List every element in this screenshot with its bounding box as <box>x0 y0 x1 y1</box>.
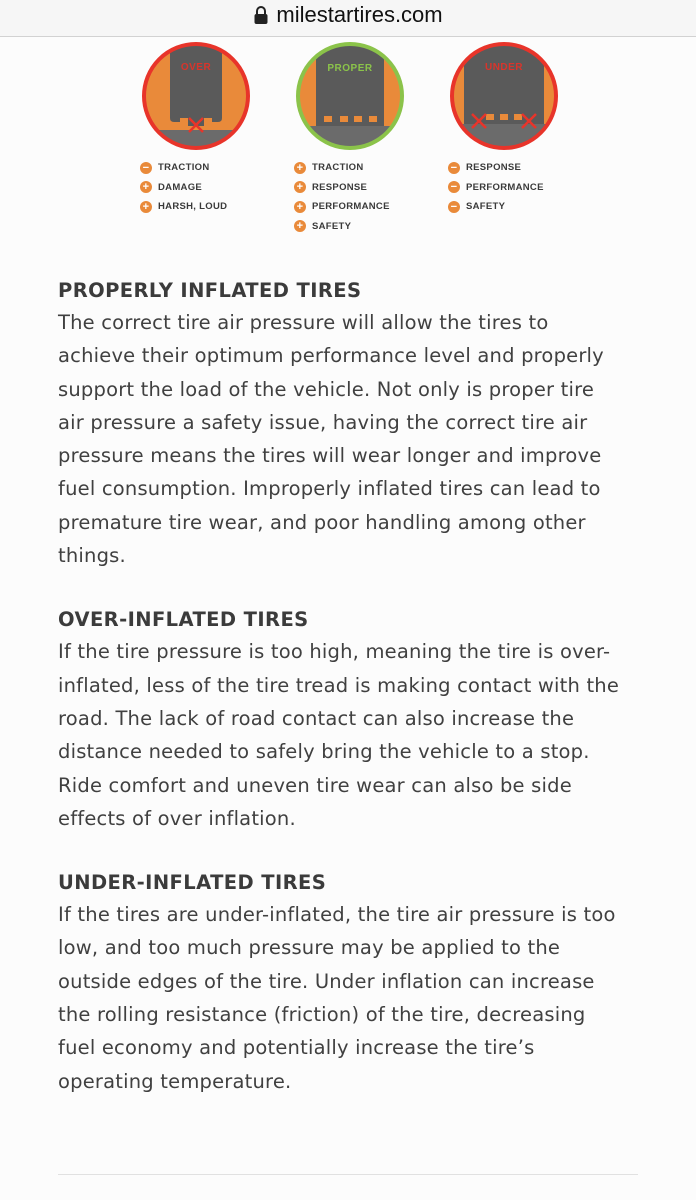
section-body: If the tires are under-inflated, the tire air pressure is too low, and too much pressure may be applied to the outside edges of the tire. Under inflation can increase the rolling resistance (friction) of the tire, decreasing fuel economy and potentially increase the tire’s operating temperature. <box>58 903 616 1093</box>
minus-icon: − <box>448 181 460 193</box>
section-body: The correct tire air pressure will allow the tires to achieve their optimum performance level and properly support the load of the vehicle. Not only is proper tire air pressure a safety issue, having the correct tire air pressure means the tires will wear longer and improve fuel consumption. Improperly inflated tires can lead to premature tire wear, and poor handling among other things. <box>58 311 604 568</box>
tire-label-over: OVER <box>180 62 212 73</box>
legend-item: − PERFORMANCE <box>448 178 608 198</box>
under-legend <box>448 158 608 217</box>
tire-properly-inflated <box>294 40 454 236</box>
section-body: If the tire pressure is too high, meaning the tire is over- inflated, less of the tire tread is making contact with the road. The lack of road contact can also increase the distance needed to safely bring the vehicle to a stop. Ride comfort and uneven tire wear can also be side effects of over inflation. <box>58 640 620 830</box>
address-display[interactable] <box>253 2 442 28</box>
browser-address-bar[interactable] <box>0 0 696 37</box>
plus-icon: + <box>140 181 152 193</box>
section-under-inflated <box>58 868 648 1098</box>
section-heading: OVER-INFLATED TIRES <box>58 608 309 632</box>
lock-icon <box>253 5 269 25</box>
minus-icon: − <box>448 162 460 174</box>
tire-label-proper: PROPER <box>327 63 373 74</box>
minus-icon: − <box>140 162 152 174</box>
plus-icon: + <box>294 201 306 213</box>
proper-legend <box>294 158 454 236</box>
legend-item: + PERFORMANCE <box>294 197 454 217</box>
legend-item: − TRACTION <box>140 158 300 178</box>
plus-icon: + <box>294 220 306 232</box>
legend-item: + HARSH, LOUD <box>140 197 300 217</box>
section-heading: UNDER-INFLATED TIRES <box>58 871 327 895</box>
divider <box>58 1174 638 1175</box>
section-over-inflated <box>58 605 648 835</box>
tire-under-inflated <box>448 40 608 217</box>
legend-item: + DAMAGE <box>140 178 300 198</box>
section-properly-inflated <box>58 276 648 572</box>
legend-item: − SAFETY <box>448 197 608 217</box>
legend-item: + RESPONSE <box>294 178 454 198</box>
under-inflated-tire-icon <box>448 40 560 152</box>
article-content <box>58 276 648 1131</box>
over-legend <box>140 158 300 217</box>
legend-item: + SAFETY <box>294 217 454 237</box>
tire-label-under: UNDER <box>484 62 524 73</box>
over-inflated-tire-icon <box>140 40 252 152</box>
minus-icon: − <box>448 201 460 213</box>
tire-over-inflated <box>140 40 300 217</box>
tire-pressure-diagram <box>0 40 696 240</box>
plus-icon: + <box>294 162 306 174</box>
url-text: milestartires.com <box>276 2 443 27</box>
properly-inflated-tire-icon <box>294 40 406 152</box>
plus-icon: + <box>140 201 152 213</box>
plus-icon: + <box>294 181 306 193</box>
section-heading: PROPERLY INFLATED TIRES <box>58 279 362 302</box>
legend-item: − RESPONSE <box>448 158 608 178</box>
legend-item: + TRACTION <box>294 158 454 178</box>
